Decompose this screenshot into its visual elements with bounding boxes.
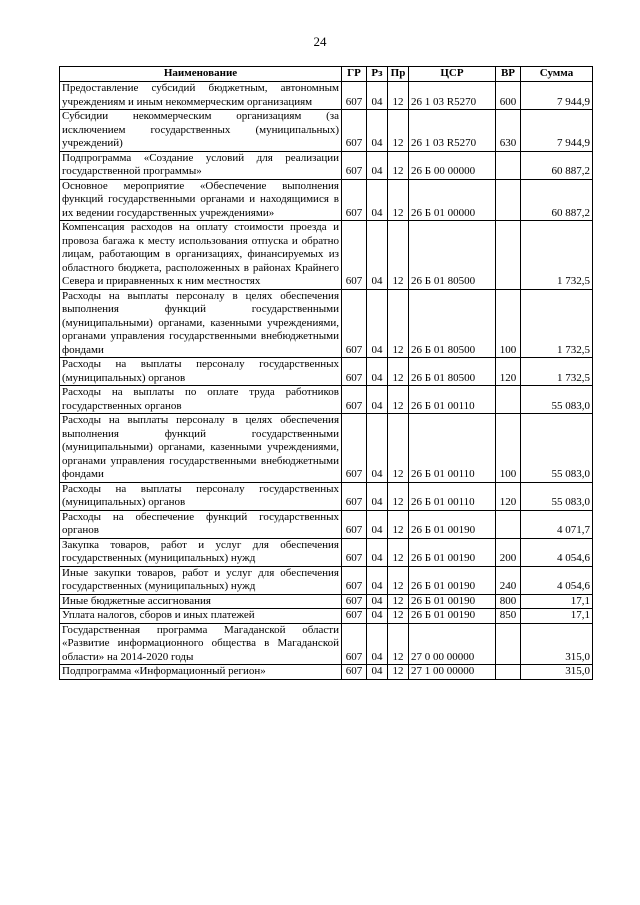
column-header-pr: Пр: [388, 67, 409, 82]
row-gr: 607: [342, 609, 367, 624]
row-sum: 55 083,0: [521, 482, 593, 510]
page-number: 24: [313, 34, 327, 49]
row-gr: 607: [342, 566, 367, 594]
row-rz: 04: [367, 221, 388, 290]
row-vr: 100: [496, 414, 521, 483]
table-row: [60, 82, 593, 110]
row-pr: 12: [388, 538, 409, 566]
row-vr: 100: [496, 289, 521, 358]
row-csr: 26 Б 01 00190: [409, 510, 496, 538]
row-pr: 12: [388, 221, 409, 290]
row-vr: [496, 151, 521, 179]
row-gr: 607: [342, 623, 367, 665]
row-name: Компенсация расходов на оплату стоимости проезда и провоза багажа к месту использования отпуска и обратно лицам, работающим в организациях, финансируемых из областного бюджета, расположенных в районах Крайнего Севера и приравненных к ним местностях: [60, 221, 342, 290]
row-name: Расходы на выплаты персоналу государственных (муниципальных) органов: [60, 482, 342, 510]
row-gr: 607: [342, 386, 367, 414]
row-gr: 607: [342, 110, 367, 152]
row-gr: 607: [342, 594, 367, 609]
table-row: [60, 110, 593, 152]
row-name: Закупка товаров, работ и услуг для обеспечения государственных (муниципальных) нужд: [60, 538, 342, 566]
row-name: Расходы на выплаты персоналу в целях обеспечения выполнения функций государственными (муниципальными) органами, казенными учреждениями, органами управления государственными внебюджетными фондами: [60, 289, 342, 358]
row-csr: 27 1 00 00000: [409, 665, 496, 680]
row-name: Расходы на обеспечение функций государственных органов: [60, 510, 342, 538]
row-sum: 7 944,9: [521, 110, 593, 152]
row-name: Иные бюджетные ассигнования: [60, 594, 342, 609]
row-vr: [496, 179, 521, 221]
row-gr: 607: [342, 510, 367, 538]
row-pr: 12: [388, 151, 409, 179]
row-gr: 607: [342, 538, 367, 566]
row-name: Расходы на выплаты персоналу в целях обеспечения выполнения функций государственными (муниципальными) органами, казенными учреждениями, органами управления государственными внебюджетными фондами: [60, 414, 342, 483]
row-pr: 12: [388, 665, 409, 680]
row-vr: [496, 665, 521, 680]
row-pr: 12: [388, 82, 409, 110]
row-pr: 12: [388, 110, 409, 152]
row-name: Подпрограмма «Информационный регион»: [60, 665, 342, 680]
row-name: Расходы на выплаты персоналу государственных (муниципальных) органов: [60, 358, 342, 386]
row-sum: 1 732,5: [521, 221, 593, 290]
row-name: Иные закупки товаров, работ и услуг для обеспечения государственных (муниципальных) нужд: [60, 566, 342, 594]
row-pr: 12: [388, 594, 409, 609]
row-rz: 04: [367, 289, 388, 358]
table-row: [60, 510, 593, 538]
row-sum: 7 944,9: [521, 82, 593, 110]
row-vr: 800: [496, 594, 521, 609]
table-row: [60, 665, 593, 680]
row-gr: 607: [342, 179, 367, 221]
row-rz: 04: [367, 414, 388, 483]
budget-table: [59, 66, 593, 680]
row-gr: 607: [342, 358, 367, 386]
row-rz: 04: [367, 482, 388, 510]
row-vr: 120: [496, 482, 521, 510]
row-pr: 12: [388, 179, 409, 221]
row-vr: 630: [496, 110, 521, 152]
row-rz: 04: [367, 665, 388, 680]
row-csr: 26 Б 01 00110: [409, 414, 496, 483]
table-row: [60, 386, 593, 414]
row-csr: 26 Б 01 00110: [409, 482, 496, 510]
row-sum: 17,1: [521, 594, 593, 609]
row-name: Основное мероприятие «Обеспечение выполнения функций государственными органами и находящимися в их ведении государственных учреждениями»: [60, 179, 342, 221]
row-gr: 607: [342, 221, 367, 290]
row-csr: 26 1 03 R5270: [409, 82, 496, 110]
row-csr: 26 Б 01 00190: [409, 538, 496, 566]
row-sum: 17,1: [521, 609, 593, 624]
row-gr: 607: [342, 665, 367, 680]
row-rz: 04: [367, 386, 388, 414]
row-sum: 4 054,6: [521, 538, 593, 566]
row-csr: 26 Б 01 00190: [409, 609, 496, 624]
row-csr: 26 Б 01 00000: [409, 179, 496, 221]
row-csr: 26 Б 01 00190: [409, 594, 496, 609]
row-pr: 12: [388, 609, 409, 624]
row-sum: 1 732,5: [521, 289, 593, 358]
row-csr: 27 0 00 00000: [409, 623, 496, 665]
row-vr: 850: [496, 609, 521, 624]
row-vr: 200: [496, 538, 521, 566]
column-header-sum: Сумма: [521, 67, 593, 82]
row-sum: 1 732,5: [521, 358, 593, 386]
column-header-gr: ГР: [342, 67, 367, 82]
row-rz: 04: [367, 566, 388, 594]
row-rz: 04: [367, 151, 388, 179]
row-sum: 60 887,2: [521, 179, 593, 221]
row-sum: 55 083,0: [521, 386, 593, 414]
column-header-rz: Рз: [367, 67, 388, 82]
row-pr: 12: [388, 566, 409, 594]
row-sum: 55 083,0: [521, 414, 593, 483]
table-row: [60, 221, 593, 290]
row-csr: 26 Б 01 80500: [409, 358, 496, 386]
column-header-name: Наименование: [60, 67, 342, 82]
row-csr: 26 Б 01 80500: [409, 221, 496, 290]
row-rz: 04: [367, 609, 388, 624]
table-row: [60, 623, 593, 665]
row-csr: 26 Б 01 00110: [409, 386, 496, 414]
row-name: Субсидии некоммерческим организациям (за исключением государственных (муниципальных) учреждений): [60, 110, 342, 152]
table-row: [60, 414, 593, 483]
row-pr: 12: [388, 289, 409, 358]
row-pr: 12: [388, 386, 409, 414]
row-csr: 26 1 03 R5270: [409, 110, 496, 152]
row-gr: 607: [342, 151, 367, 179]
row-pr: 12: [388, 623, 409, 665]
row-rz: 04: [367, 82, 388, 110]
row-gr: 607: [342, 289, 367, 358]
row-vr: [496, 623, 521, 665]
row-name: Предоставление субсидий бюджетным, автономным учреждениям и иным некоммерческим организациям: [60, 82, 342, 110]
row-vr: 120: [496, 358, 521, 386]
row-name: Государственная программа Магаданской области «Развитие информационного общества в Магаданской области» на 2014-2020 годы: [60, 623, 342, 665]
row-rz: 04: [367, 594, 388, 609]
row-vr: 600: [496, 82, 521, 110]
row-sum: 315,0: [521, 665, 593, 680]
row-vr: [496, 221, 521, 290]
row-vr: [496, 386, 521, 414]
table-header-row: [60, 67, 593, 82]
row-gr: 607: [342, 482, 367, 510]
row-pr: 12: [388, 482, 409, 510]
table-row: [60, 482, 593, 510]
row-vr: 240: [496, 566, 521, 594]
column-header-csr: ЦСР: [409, 67, 496, 82]
table-row: [60, 609, 593, 624]
row-sum: 315,0: [521, 623, 593, 665]
table-row: [60, 289, 593, 358]
column-header-vr: ВР: [496, 67, 521, 82]
row-pr: 12: [388, 358, 409, 386]
row-rz: 04: [367, 538, 388, 566]
row-csr: 26 Б 01 00190: [409, 566, 496, 594]
table-row: [60, 179, 593, 221]
row-name: Расходы на выплаты по оплате труда работников государственных органов: [60, 386, 342, 414]
table-row: [60, 358, 593, 386]
row-pr: 12: [388, 510, 409, 538]
row-rz: 04: [367, 358, 388, 386]
table-row: [60, 566, 593, 594]
row-gr: 607: [342, 82, 367, 110]
row-gr: 607: [342, 414, 367, 483]
row-vr: [496, 510, 521, 538]
row-rz: 04: [367, 623, 388, 665]
row-name: Уплата налогов, сборов и иных платежей: [60, 609, 342, 624]
table-row: [60, 151, 593, 179]
row-csr: 26 Б 00 00000: [409, 151, 496, 179]
row-sum: 60 887,2: [521, 151, 593, 179]
row-pr: 12: [388, 414, 409, 483]
row-name: Подпрограмма «Создание условий для реализации государственной программы»: [60, 151, 342, 179]
row-sum: 4 054,6: [521, 566, 593, 594]
table-row: [60, 594, 593, 609]
row-rz: 04: [367, 510, 388, 538]
row-rz: 04: [367, 179, 388, 221]
row-csr: 26 Б 01 80500: [409, 289, 496, 358]
row-sum: 4 071,7: [521, 510, 593, 538]
row-rz: 04: [367, 110, 388, 152]
table-row: [60, 538, 593, 566]
